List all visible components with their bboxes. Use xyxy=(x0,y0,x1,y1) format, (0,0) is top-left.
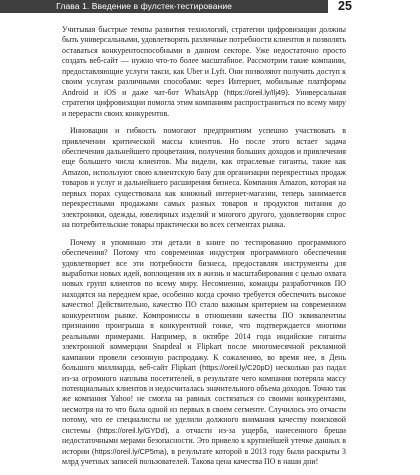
reference-link[interactable]: https://oreil.ly/GYDd xyxy=(99,425,165,435)
running-header xyxy=(0,0,420,14)
page-number: 25 xyxy=(338,0,352,13)
paragraph: Учитывая быстрые темпы развития технологий, стратегии цифровизации должны быть универсальными, удовлетворять различные потребности клиентов и позволять оставаться конкурентоспособными в данном секторе. Уже недостаточно просто создать веб-сайт — нужно что-то более масштабное. Рассмотрим такие компании, предоставляющие услуги такси, как Uber и Lyft. Они позволяют получить доступ к своим услугам различными способами: через Интернет, мобильные платформы Android и iOS и даже чат-бот WhatsApp (https://oreil.ly/Ilj49). Универсальная стратегия цифровизации помогла этим компаниям распространиться по всему миру и перерасти своих конкурентов. xyxy=(62,25,346,118)
reference-link[interactable]: https://oreil.ly/Ilj49 xyxy=(226,87,286,97)
paragraph: Инновации и гибкость помогают предприятиям успешно участвовать в привлечении критической массы клиентов. Но после этого встает задача обеспечения дальнейшего процветания, получения больших доходов и привлечения еще большего числа клиентов. Мы видели, как отраслевые гиганты, такие как Amazon, используют свою клиентскую базу для организации перекрестных продаж товаров и услуг и дальнейшего расширения бизнеса. Компания Amazon, которая на первых порах существовала как книжный интернет-магазин, теперь занимается перекрестными продажами самых разных товаров и продуктов питания до электроники, одежды, ювелирных изделий и многого другого, удовлетворяя спрос на потребительские товары практически во всех сегментах рынка. xyxy=(62,126,346,230)
body-text xyxy=(62,25,346,475)
reference-link[interactable]: https://oreil.ly/CP5ma xyxy=(94,446,164,456)
header-bar xyxy=(0,0,328,13)
reference-link[interactable]: https://oreil.ly/C20pD xyxy=(202,363,270,373)
chapter-title: Глава 1. Введение в фулстек-тестирование xyxy=(56,1,232,11)
paragraph: Почему я упоминаю эти детали в книге по тестированию программного обеспечения? Потому что современная индустрия программного обеспечения удовлетворяет все эти потребности бизнеса, предоставляя инструменты для выработки новых идей, воплощения их в жизнь и масштабирования с целью охвата новых групп клиентов по всему миру. Несомненно, команды разработчиков ПО находятся на переднем крае, особенно когда срочно требуется обеспечить высокое качество! Действительно, качество ПО стало важным критерием на современном конкурентном рынке. Компромиссы в отношении качества ПО эквивалентны признанию проигрыша в конкурентной гонке, что подтверждается многими реальными примерами. Например, в октябре 2014 года индийские гиганты электронной коммерции Snapdeal и Flipkart после многомесячной рекламной кампании провели сезонную распродажу. К сожалению, во время нее, в День большого миллиарда, веб-сайт Flipkart (https://oreil.ly/C20pD) несколько раз падал из-за огромного наплыва посетителей, в результате чего компания потеряла массу потенциальных клиентов и недосчиталась значительного объема доходов. Точно так же компания Yahoo! не смогла на равных состязаться со своими конкурентами, несмотря на то что была одной из первых в своем сегменте. Случилось это отчасти потому, что ее специалисты не уделили должного внимания качеству поисковой системы (https://oreil.ly/GYDd), а отчасти из-за ущерба, нанесенного бреши недостаточными мерами безопасности. Это привело к крупнейшей утечке данных в истории (https://oreil.ly/CP5ma), в результате которой в 2013 году были раскрыты 3 млрд учетных записей пользователей. Такова цена качества ПО в наши дни! xyxy=(62,237,346,467)
